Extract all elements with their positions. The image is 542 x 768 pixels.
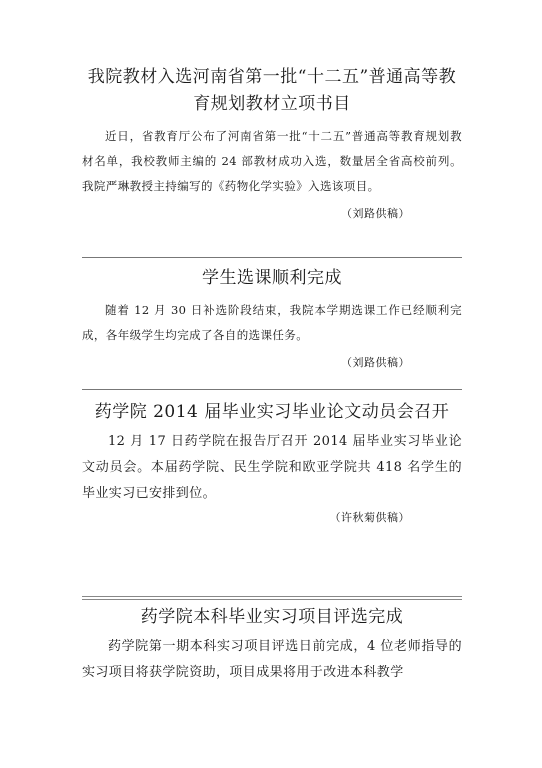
article-body: 12 月 17 日药学院在报告厅召开 2014 届毕业实习毕业论文动员会。本届药学院、民生学院和欧亚学院共 418 名学生的毕业实习已安排到位。 [82, 434, 462, 501]
article-internship-mobilization [82, 399, 462, 525]
article-title: 药学院本科毕业实习项目评选完成 [140, 607, 404, 627]
article-body: 近日，省教育厅公布了河南省第一批“十二五”普通高等教育规划教材名单，我校教师主编的 24 部教材成功入选，数量居全省高校前列。我院严琳教授主持编写的《药物化学实验》入选该项目。 [82, 129, 462, 193]
article-title: 药学院 2014 届毕业实习毕业论文动员会召开 [94, 402, 450, 422]
article-title [82, 64, 462, 118]
section-divider [82, 389, 462, 390]
article-title-line: 我院教材入选河南省第一批“十二五”普通高等教 [87, 67, 457, 87]
article-body: 随着 12 月 30 日补选阶段结束，我院本学期选课工作已经顺利完成，各年级学生均完成了各自的选课任务。 [82, 303, 462, 342]
article-internship-projects [82, 604, 462, 686]
article-textbook-selection [82, 64, 462, 221]
article-title: 学生选课顺利完成 [202, 268, 342, 288]
article-credit: （刘路供稿） [341, 207, 410, 220]
article-credit: （刘路供稿） [341, 356, 410, 369]
article-body: 药学院第一期本科实习项目评选日前完成，4 位老师指导的实习项目将获学院资助，项目成果将用于改进本科教学 [82, 639, 462, 680]
article-course-selection [82, 265, 462, 370]
section-divider [82, 596, 462, 600]
article-title-line: 育规划教材立项书目 [193, 94, 351, 114]
article-credit: （许秋菊供稿） [329, 511, 410, 524]
section-divider [82, 257, 462, 258]
